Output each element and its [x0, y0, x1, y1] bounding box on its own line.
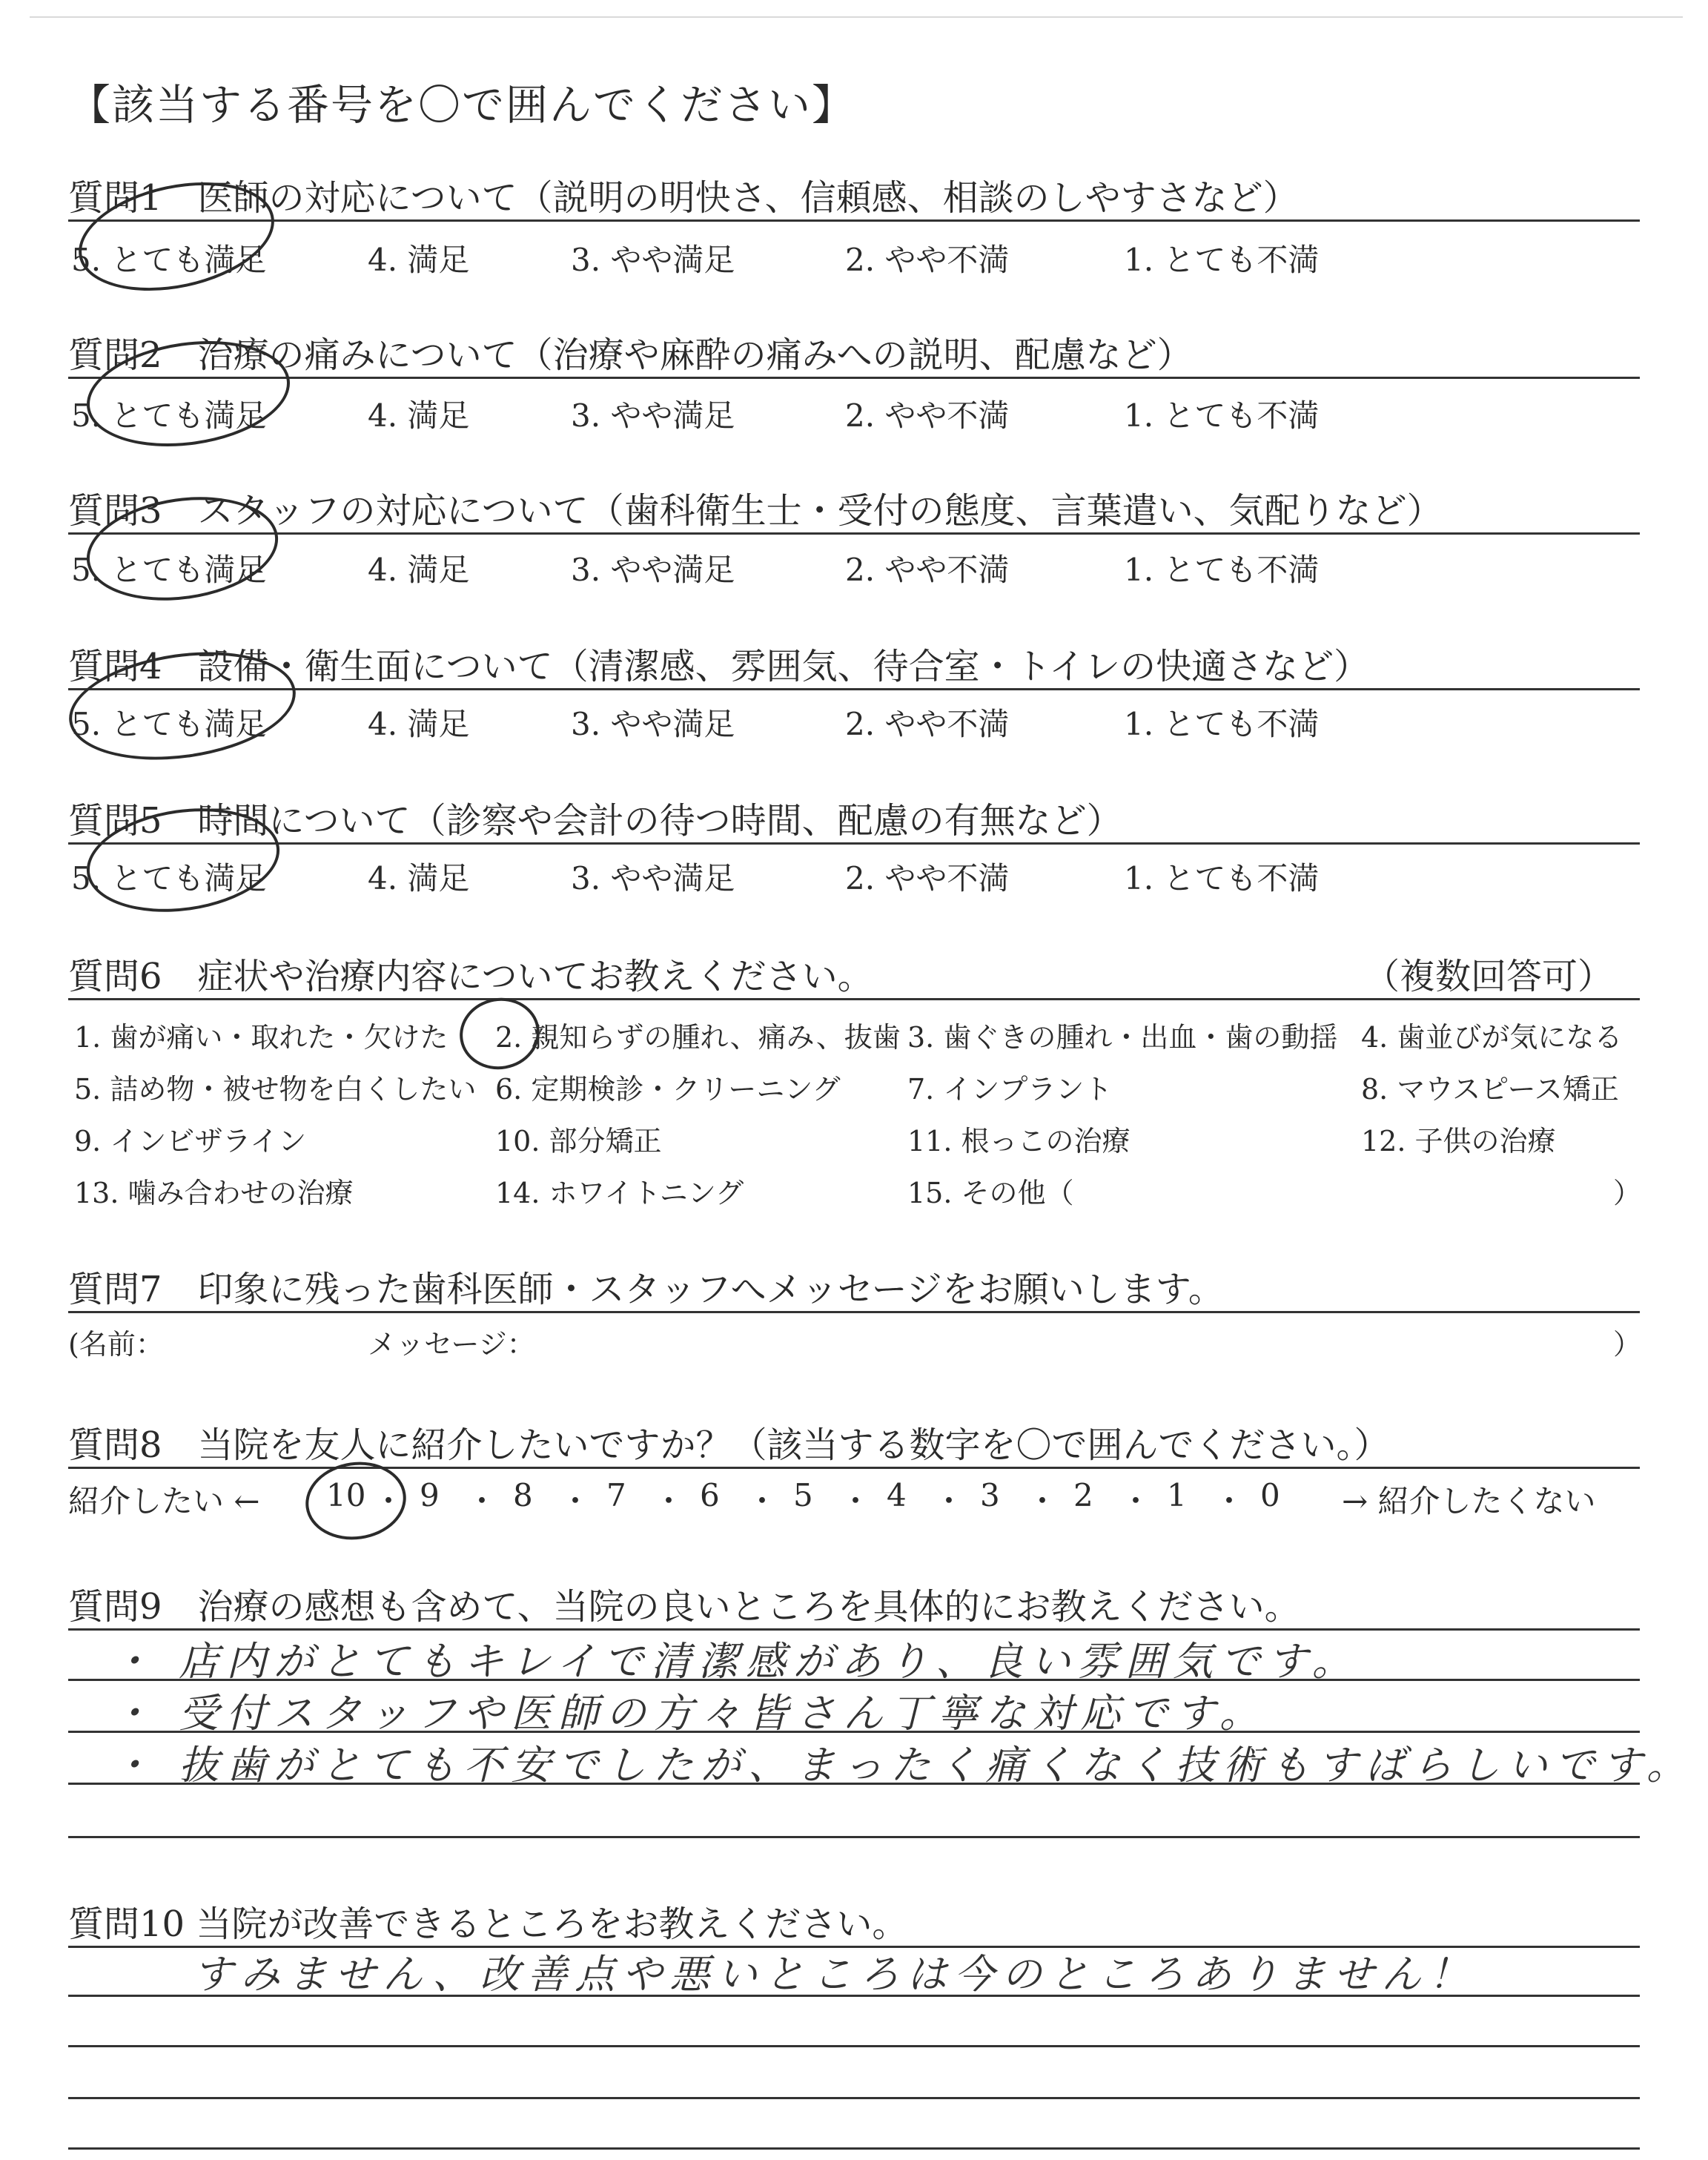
q4-opt-4[interactable]: 4. 満足 — [368, 706, 470, 742]
q1-opt-1[interactable]: 1. とても不満 — [1124, 242, 1320, 278]
q6-option-12[interactable]: 12. 子供の治療 — [1361, 1125, 1556, 1157]
q4-opt-5[interactable]: 5. とても満足 — [71, 706, 267, 742]
rule-q7 — [68, 1311, 1640, 1313]
q6-option-1[interactable]: 1. 歯が痛い・取れた・欠けた — [74, 1021, 448, 1054]
q6-option-11[interactable]: 11. 根っこの治療 — [907, 1125, 1131, 1157]
q5-opt-1[interactable]: 1. とても不満 — [1124, 860, 1320, 896]
question-8: 質問8 当院を友人に紹介したいですか？（該当する数字を〇で囲んでください。） — [68, 1424, 1390, 1466]
q1-opt-5[interactable]: 5. とても満足 — [71, 242, 267, 278]
question-6-note: （複数回答可） — [1364, 956, 1614, 997]
q3-opt-4[interactable]: 4. 満足 — [368, 552, 470, 588]
q8-separator: ・ — [560, 1483, 592, 1519]
q5-opt-3[interactable]: 3. やや満足 — [571, 860, 735, 896]
scan-edge-line — [30, 16, 1683, 18]
q7-name-label: (名前： — [68, 1328, 164, 1361]
q8-number-4[interactable]: 4 — [887, 1477, 907, 1513]
q1-opt-4[interactable]: 4. 満足 — [368, 242, 470, 278]
q8-number-3[interactable]: 3 — [980, 1477, 1000, 1513]
q6-option-15[interactable]: 15. その他（ — [907, 1177, 1074, 1209]
q8-number-0[interactable]: 0 — [1260, 1477, 1280, 1513]
q6-option-14[interactable]: 14. ホワイトニング — [495, 1177, 744, 1209]
rule-q10-4 — [68, 2097, 1640, 2099]
q8-number-1[interactable]: 1 — [1167, 1477, 1187, 1513]
q2-opt-4[interactable]: 4. 満足 — [368, 397, 470, 434]
q9-answer-3: ・ 抜歯がとても不安でしたが、まったく痛くなく技術もすばらしいです。 — [111, 1742, 1694, 1789]
q1-opt-2[interactable]: 2. やや不満 — [845, 242, 1010, 278]
q8-number-10[interactable]: 10 — [326, 1477, 366, 1513]
q8-left-label: 紹介したい ← — [68, 1483, 260, 1519]
q2-opt-5[interactable]: 5. とても満足 — [71, 397, 267, 434]
q8-number-8[interactable]: 8 — [513, 1477, 533, 1513]
q3-opt-5[interactable]: 5. とても満足 — [71, 552, 267, 588]
rule-q10-5 — [68, 2147, 1640, 2150]
q8-number-5[interactable]: 5 — [793, 1477, 813, 1513]
q6-option-9[interactable]: 9. インビザライン — [74, 1125, 307, 1157]
q8-separator: ・ — [1214, 1483, 1245, 1519]
q6-option-2[interactable]: 2. 親知らずの腫れ、痛み、抜歯 — [495, 1021, 901, 1054]
q9-answer-1: ・ 店内がとてもキレイで清潔感があり、良い雰囲気です。 — [111, 1638, 1360, 1685]
q6-other-close: ） — [1613, 1177, 1642, 1209]
q6-option-7[interactable]: 7. インプラント — [907, 1073, 1113, 1106]
q4-opt-1[interactable]: 1. とても不満 — [1124, 706, 1320, 742]
q8-separator: ・ — [466, 1483, 498, 1519]
q2-opt-3[interactable]: 3. やや満足 — [571, 397, 735, 434]
question-2: 質問2 治療の痛みについて（治療や麻酔の痛みへの説明、配慮など） — [68, 334, 1193, 376]
q8-number-2[interactable]: 2 — [1073, 1477, 1093, 1513]
q8-number-9[interactable]: 9 — [420, 1477, 440, 1513]
rule-q4 — [68, 688, 1640, 690]
question-5: 質問5 時間について（診察や会計の待つ時間、配慮の有無など） — [68, 800, 1122, 842]
q8-separator: ・ — [653, 1483, 685, 1519]
rule-q9-5 — [68, 1836, 1640, 1838]
rule-q1 — [68, 219, 1640, 222]
q6-option-8[interactable]: 8. マウスピース矯正 — [1361, 1073, 1619, 1106]
question-4: 質問4 設備・衛生面について（清潔感、雰囲気、待合室・トイレの快適さなど） — [68, 646, 1370, 687]
q2-opt-1[interactable]: 1. とても不満 — [1124, 397, 1320, 434]
question-9: 質問9 治療の感想も含めて、当院の良いところを具体的にお教えください。 — [68, 1586, 1300, 1628]
q9-answer-2: ・ 受付スタッフや医師の方々皆さん丁寧な対応です。 — [111, 1690, 1267, 1737]
q8-separator: ・ — [1120, 1483, 1152, 1519]
q6-option-6[interactable]: 6. 定期検診・クリーニング — [495, 1073, 841, 1106]
q10-answer: すみません、改善点や悪いところは今のところありません！ — [193, 1951, 1477, 1998]
question-6: 質問6 症状や治療内容についてお教えください。 — [68, 956, 873, 997]
q8-separator: ・ — [1027, 1483, 1059, 1519]
form-header: 【該当する番号を〇で囲んでください】 — [68, 81, 855, 130]
rule-q8 — [68, 1467, 1640, 1469]
q8-number-7[interactable]: 7 — [606, 1477, 626, 1513]
q5-opt-4[interactable]: 4. 満足 — [368, 860, 470, 896]
rule-q2 — [68, 377, 1640, 379]
q3-opt-1[interactable]: 1. とても不満 — [1124, 552, 1320, 588]
q8-number-6[interactable]: 6 — [700, 1477, 720, 1513]
q8-separator: ・ — [747, 1483, 778, 1519]
q8-right-label: → 紹介したくない — [1342, 1483, 1596, 1519]
q6-option-10[interactable]: 10. 部分矯正 — [495, 1125, 662, 1157]
q6-option-5[interactable]: 5. 詰め物・被せ物を白くしたい — [74, 1073, 477, 1106]
rule-q6 — [68, 998, 1640, 1000]
q5-opt-2[interactable]: 2. やや不満 — [845, 860, 1010, 896]
q8-separator: ・ — [840, 1483, 872, 1519]
q8-selection-circle — [300, 1456, 411, 1546]
q8-separator: ・ — [933, 1483, 965, 1519]
question-3: 質問3 スタッフの対応について（歯科衛生士・受付の態度、言葉遣い、気配りなど） — [68, 490, 1443, 532]
q5-opt-5[interactable]: 5. とても満足 — [71, 860, 267, 896]
rule-q3 — [68, 532, 1640, 535]
question-7: 質問7 印象に残った歯科医師・スタッフへメッセージをお願いします。 — [68, 1269, 1224, 1310]
q6-option-13[interactable]: 13. 噛み合わせの治療 — [74, 1177, 354, 1209]
rule-q5 — [68, 842, 1640, 845]
q3-opt-3[interactable]: 3. やや満足 — [571, 552, 735, 588]
q6-selection-circle — [454, 991, 545, 1075]
q8-separator: ・ — [373, 1483, 405, 1519]
q3-opt-2[interactable]: 2. やや不満 — [845, 552, 1010, 588]
q4-opt-3[interactable]: 3. やや満足 — [571, 706, 735, 742]
q7-message-label: メッセージ： — [368, 1328, 535, 1361]
question-10: 質問10 当院が改善できるところをお教えください。 — [68, 1903, 908, 1945]
q4-opt-2[interactable]: 2. やや不満 — [845, 706, 1010, 742]
q1-opt-3[interactable]: 3. やや満足 — [571, 242, 735, 278]
rule-q10-3 — [68, 2045, 1640, 2047]
q6-option-4[interactable]: 4. 歯並びが気になる — [1361, 1021, 1623, 1054]
q7-close: ） — [1613, 1328, 1642, 1361]
question-1: 質問1 医師の対応について（説明の明快さ、信頼感、相談のしやすさなど） — [68, 177, 1299, 219]
q2-opt-2[interactable]: 2. やや不満 — [845, 397, 1010, 434]
q6-option-3[interactable]: 3. 歯ぐきの腫れ・出血・歯の動揺 — [907, 1021, 1338, 1054]
